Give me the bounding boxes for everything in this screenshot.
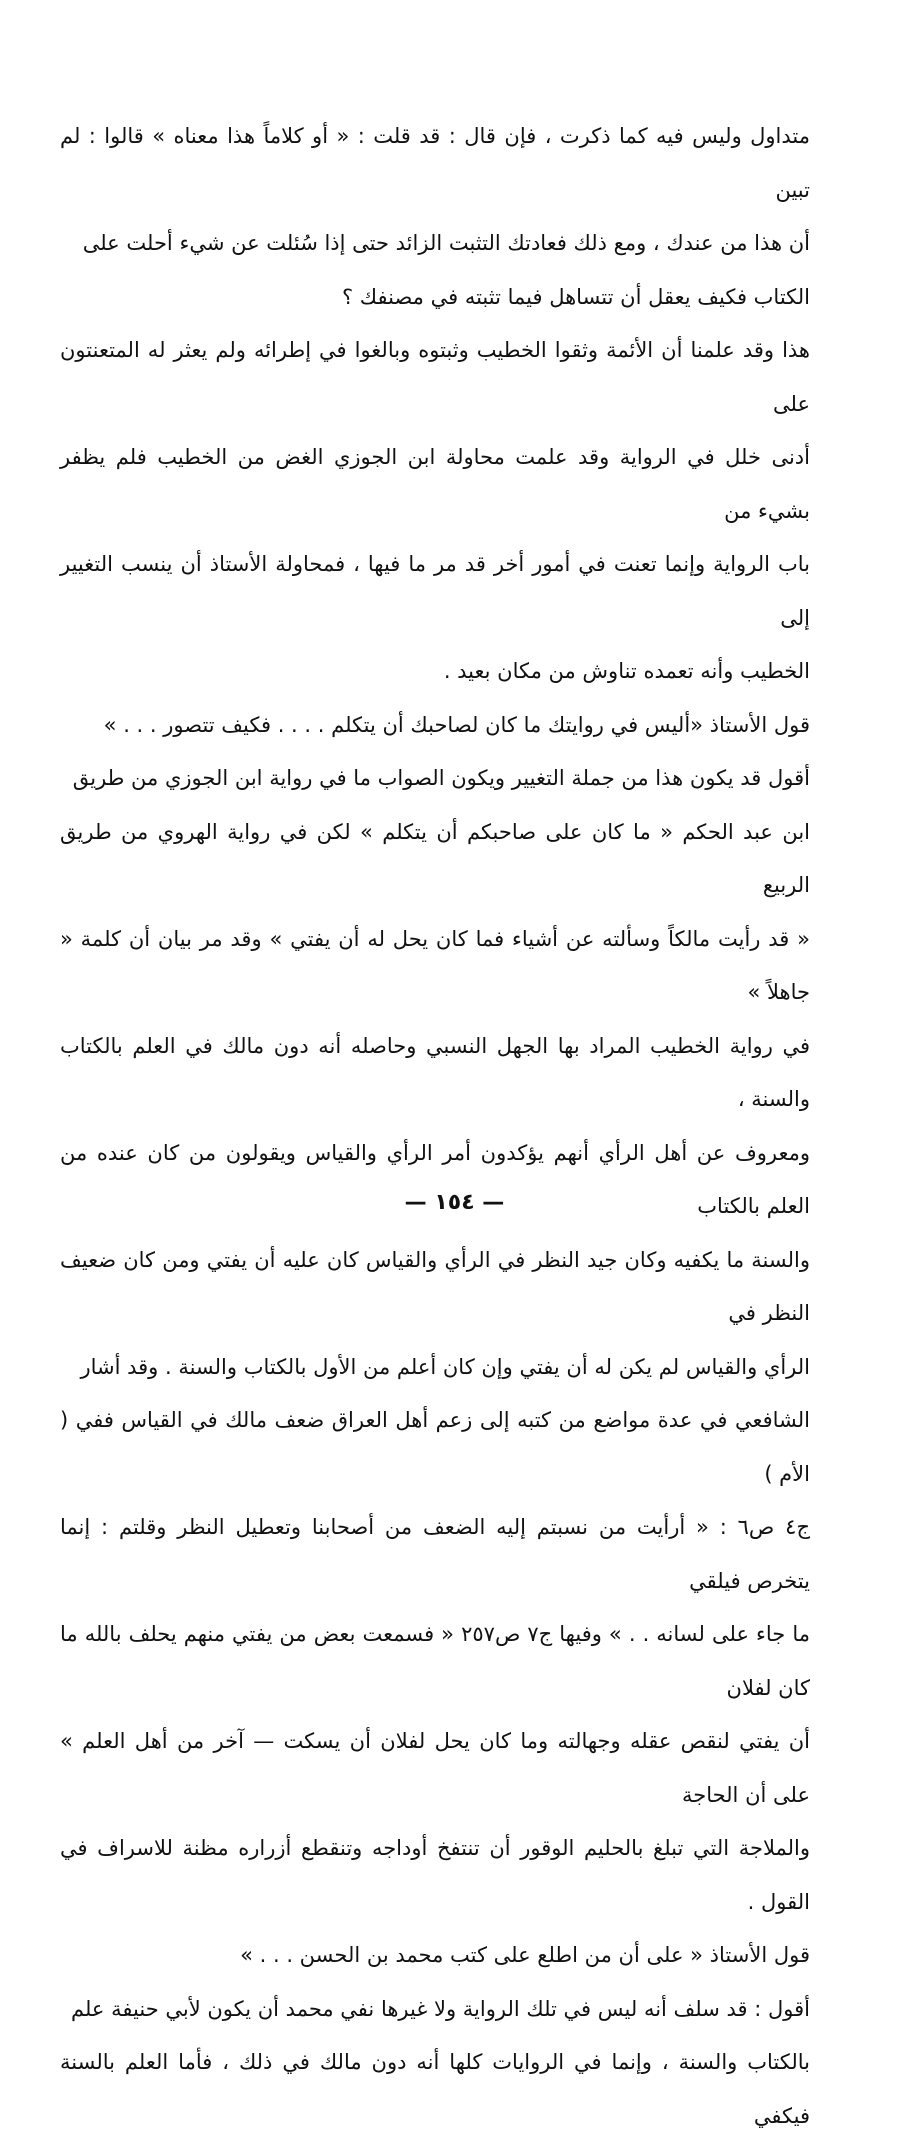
text-line: قول الأستاذ «أليس في روايتك ما كان لصاحبك أن يتكلم . . . . فكيف تتصور . . . » (103, 712, 810, 737)
text-line: الخطيب وأنه تعمده تناوش من مكان بعيد . (443, 659, 810, 683)
text-line: أقول قد يكون هذا من جملة التغيير ويكون الصواب ما في رواية ابن الجوزي من طريق (72, 766, 810, 790)
text-line: الشافعي في عدة مواضع من كتبه إلى زعم أهل العراق ضعف مالك في القياس ففي ( الأم ) (60, 1408, 810, 1486)
text-line: متداول وليس فيه كما ذكرت ، فإن قال : قد قلت : « أو كلاماً هذا معناه » قالوا : لم تبين (60, 124, 810, 202)
text-line: باب الرواية وإنما تعنت في أمور أخر قد مر ما فيها ، فمحاولة الأستاذ أن ينسب التغيير إلى (60, 552, 810, 630)
text-line: « قد رأيت مالكاً وسألته عن أشياء فما كان يحل له أن يفتي » وقد مر بيان أن كلمة « جاهلاً » (60, 926, 810, 1004)
text-line: ما جاء على لسانه . . » وفيها ج٧ ص٢٥٧ « فسمعت بعض من يفتي منهم يحلف بالله ما كان لفلان (60, 1622, 810, 1700)
text-line: أدنى خلل في الرواية وقد علمت محاولة ابن الجوزي الغض من الخطيب فلم يظفر بشيء من (60, 445, 810, 523)
text-line: والسنة ما يكفيه وكان جيد النظر في الرأي والقياس كان عليه أن يفتي ومن كان ضعيف النظر في (60, 1247, 810, 1325)
text-line: ابن عبد الحكم « ما كان على صاحبكم أن يتكلم » لكن في رواية الهروي من طريق الربيع (60, 819, 810, 897)
text-line: أن هذا من عندك ، ومع ذلك فعادتك التثبت الزائد حتى إذا سُئلت عن شيء أحلت على (82, 231, 810, 255)
text-line: الرأي والقياس لم يكن له أن يفتي وإن كان أعلم من الأول بالكتاب والسنة . وقد أشار (80, 1354, 810, 1379)
page-number: — ١٥٤ — (404, 1190, 505, 1215)
text-line: هذا وقد علمنا أن الأئمة وثقوا الخطيب وثبتوه وبالغوا في إطرائه ولم يعثر له المتعنتون على (60, 338, 810, 416)
text-line: بالكتاب والسنة ، وإنما في الروايات كلها أنه دون مالك في ذلك ، فأما العلم بالسنة فيكفي (60, 2050, 810, 2128)
text-line: والملاجة التي تبلغ بالحليم الوقور أن تنتفخ أوداجه وتنقطع أزراره مظنة للاسراف في القول . (60, 1836, 810, 1914)
text-line: قول الأستاذ « على أن من اطلع على كتب محمد بن الحسن . . . » (240, 1943, 810, 1967)
text-line: أن يفتي لنقص عقله وجهالته وما كان يحل لفلان أن يسكت — آخر من أهل العلم » على أن الحاجة (60, 1729, 810, 1807)
text-line: الكتاب فكيف يعقل أن تتساهل فيما تثبته في مصنفك ؟ (341, 284, 810, 309)
text-line: في رواية الخطيب المراد بها الجهل النسبي وحاصله أنه دون مالك في العلم بالكتاب والسنة ، (60, 1033, 810, 1111)
text-line: ج٤ ص٦ : « أرأيت من نسبتم إليه الضعف من أصحابنا وتعطيل النظر وقلتم : إنما يتخرص فيلقي (60, 1515, 810, 1593)
text-line: ومعروف عن أهل الرأي أنهم يؤكدون أمر الرأي والقياس ويقولون من كان عنده من العلم بالكتاب (60, 1140, 810, 1218)
text-line: أقول : قد سلف أنه ليس في تلك الرواية ولا غيرها نفي محمد أن يكون لأبي حنيفة علم (71, 1996, 810, 2021)
page-body (60, 110, 810, 2143)
